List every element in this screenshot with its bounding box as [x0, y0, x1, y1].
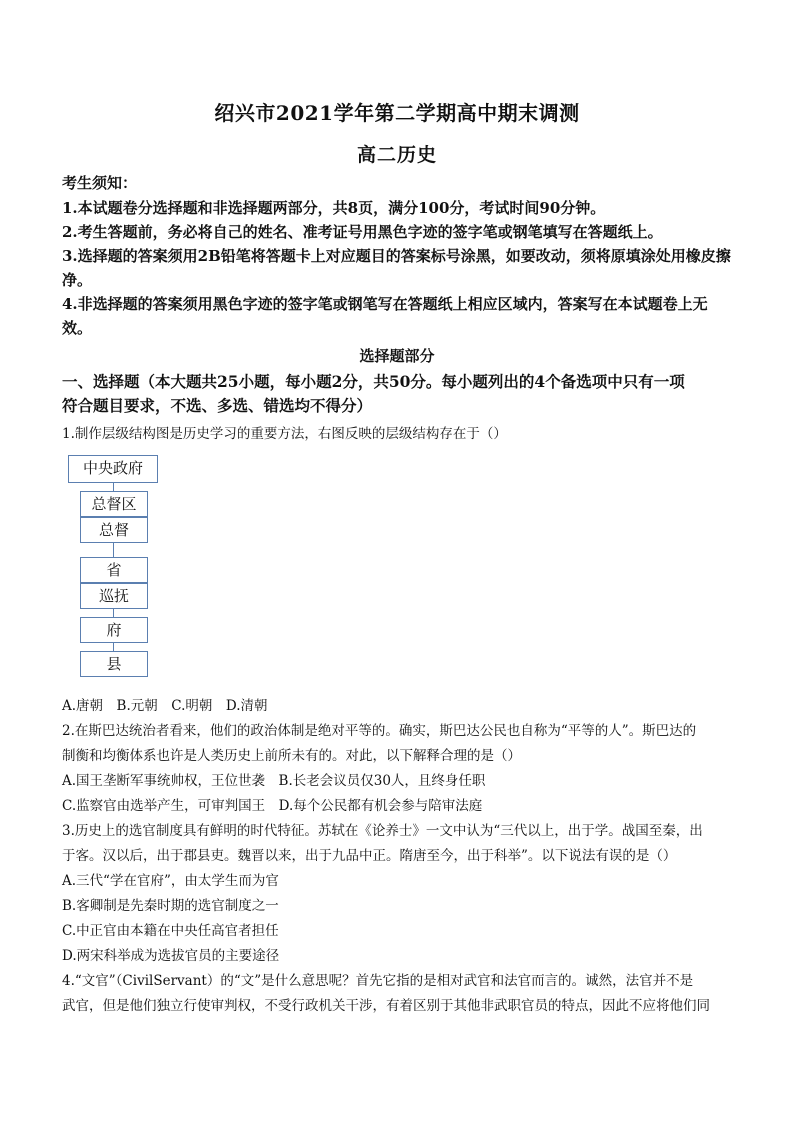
diagram-connector — [113, 643, 114, 651]
diagram-node-governor: 总督 — [80, 517, 148, 543]
notice-item: 1.本试题卷分选择题和非选择题两部分，共8页，满分100分，考试时间90分钟。 — [62, 199, 606, 217]
question-2-options: C.监察官由选举产生，可审判国王 D.每个公民都有机会参与陪审法庭 — [62, 798, 483, 814]
notice-heading: 考生须知： — [62, 174, 138, 192]
question-3-option: D.两宋科举成为选拔官员的主要途径 — [62, 948, 280, 964]
exam-subject: 高二历史 — [356, 144, 437, 166]
question-3-stem: 3.历史上的选官制度具有鲜明的时代特征。苏轼在《论养士》一文中认为“三代以上，出于学。战国至秦，出 — [62, 823, 703, 839]
question-4-stem: 4.“文官”（CivilServant）的“文”是什么意思呢？首先它指的是相对武官和法官而言的。诚然，法官并不是 — [62, 973, 694, 989]
diagram-node-province: 省 — [80, 557, 148, 583]
diagram-node-xunfu: 巡抚 — [80, 583, 148, 609]
diagram-node-prefecture: 府 — [80, 617, 148, 643]
diagram-connector — [113, 609, 114, 617]
section-heading: 选择题部分 — [359, 347, 435, 365]
diagram-connector — [113, 543, 114, 557]
question-2-options: A.国王垄断军事统帅权，王位世袭 B.长老会议员仅30人，且终身任职 — [62, 773, 486, 789]
question-3-option: C.中正官由本籍在中央任高官者担任 — [62, 923, 279, 939]
diagram-node-county: 县 — [80, 651, 148, 677]
question-2-stem: 2.在斯巴达统治者看来，他们的政治体制是绝对平等的。确实，斯巴达公民也自称为“平等的人”。斯巴达的 — [62, 723, 697, 739]
part1-line: 一、选择题（本大题共25小题，每小题2分，共50分。每小题列出的4个备选项中只有一项 — [62, 372, 685, 391]
diagram-connector — [113, 483, 114, 491]
notice-item: 3.选择题的答案须用2B铅笔将答题卡上对应题目的答案标号涂黑，如要改动，须将原填涂处用橡皮擦净。 — [62, 247, 731, 289]
notice-list — [62, 196, 734, 340]
question-1-stem: 1.制作层级结构图是历史学习的重要方法，右图反映的层级结构存在于（） — [62, 426, 507, 442]
question-3-option: A.三代“学在官府”，由太学生而为官 — [62, 873, 279, 889]
question-3-stem: 于客。汉以后，出于郡县吏。魏晋以来，出于九品中正。隋唐至今，出于科举”。以下说法有误的是（） — [62, 848, 677, 864]
notice-item: 4.非选择题的答案须用黑色字迹的签字笔或钢笔写在答题纸上相应区域内，答案写在本试题卷上无效。 — [62, 295, 708, 337]
part1-instructions — [62, 370, 734, 418]
question-3-option: B.客卿制是先秦时期的选官制度之一 — [62, 898, 279, 914]
exam-title: 绍兴市2021学年第二学期高中期末调测 — [214, 101, 580, 125]
diagram-node-central: 中央政府 — [68, 455, 158, 483]
notice-item: 2.考生答题前，务必将自己的姓名、准考证号用黑色字迹的签字笔或钢笔填写在答题纸上。 — [62, 223, 663, 241]
question-4-stem: 武官，但是他们独立行使审判权，不受行政机关干涉，有着区别于其他非武职官员的特点，因此不应将他们同 — [62, 998, 710, 1014]
diagram-node-region: 总督区 — [80, 491, 148, 517]
part1-line: 符合题目要求，不选、多选、错选均不得分） — [62, 396, 373, 415]
question-1-options: A.唐朝 B.元朝 C.明朝 D.清朝 — [62, 698, 268, 714]
question-2-stem: 制衡和均衡体系也许是人类历史上前所未有的。对此，以下解释合理的是（） — [62, 748, 521, 764]
